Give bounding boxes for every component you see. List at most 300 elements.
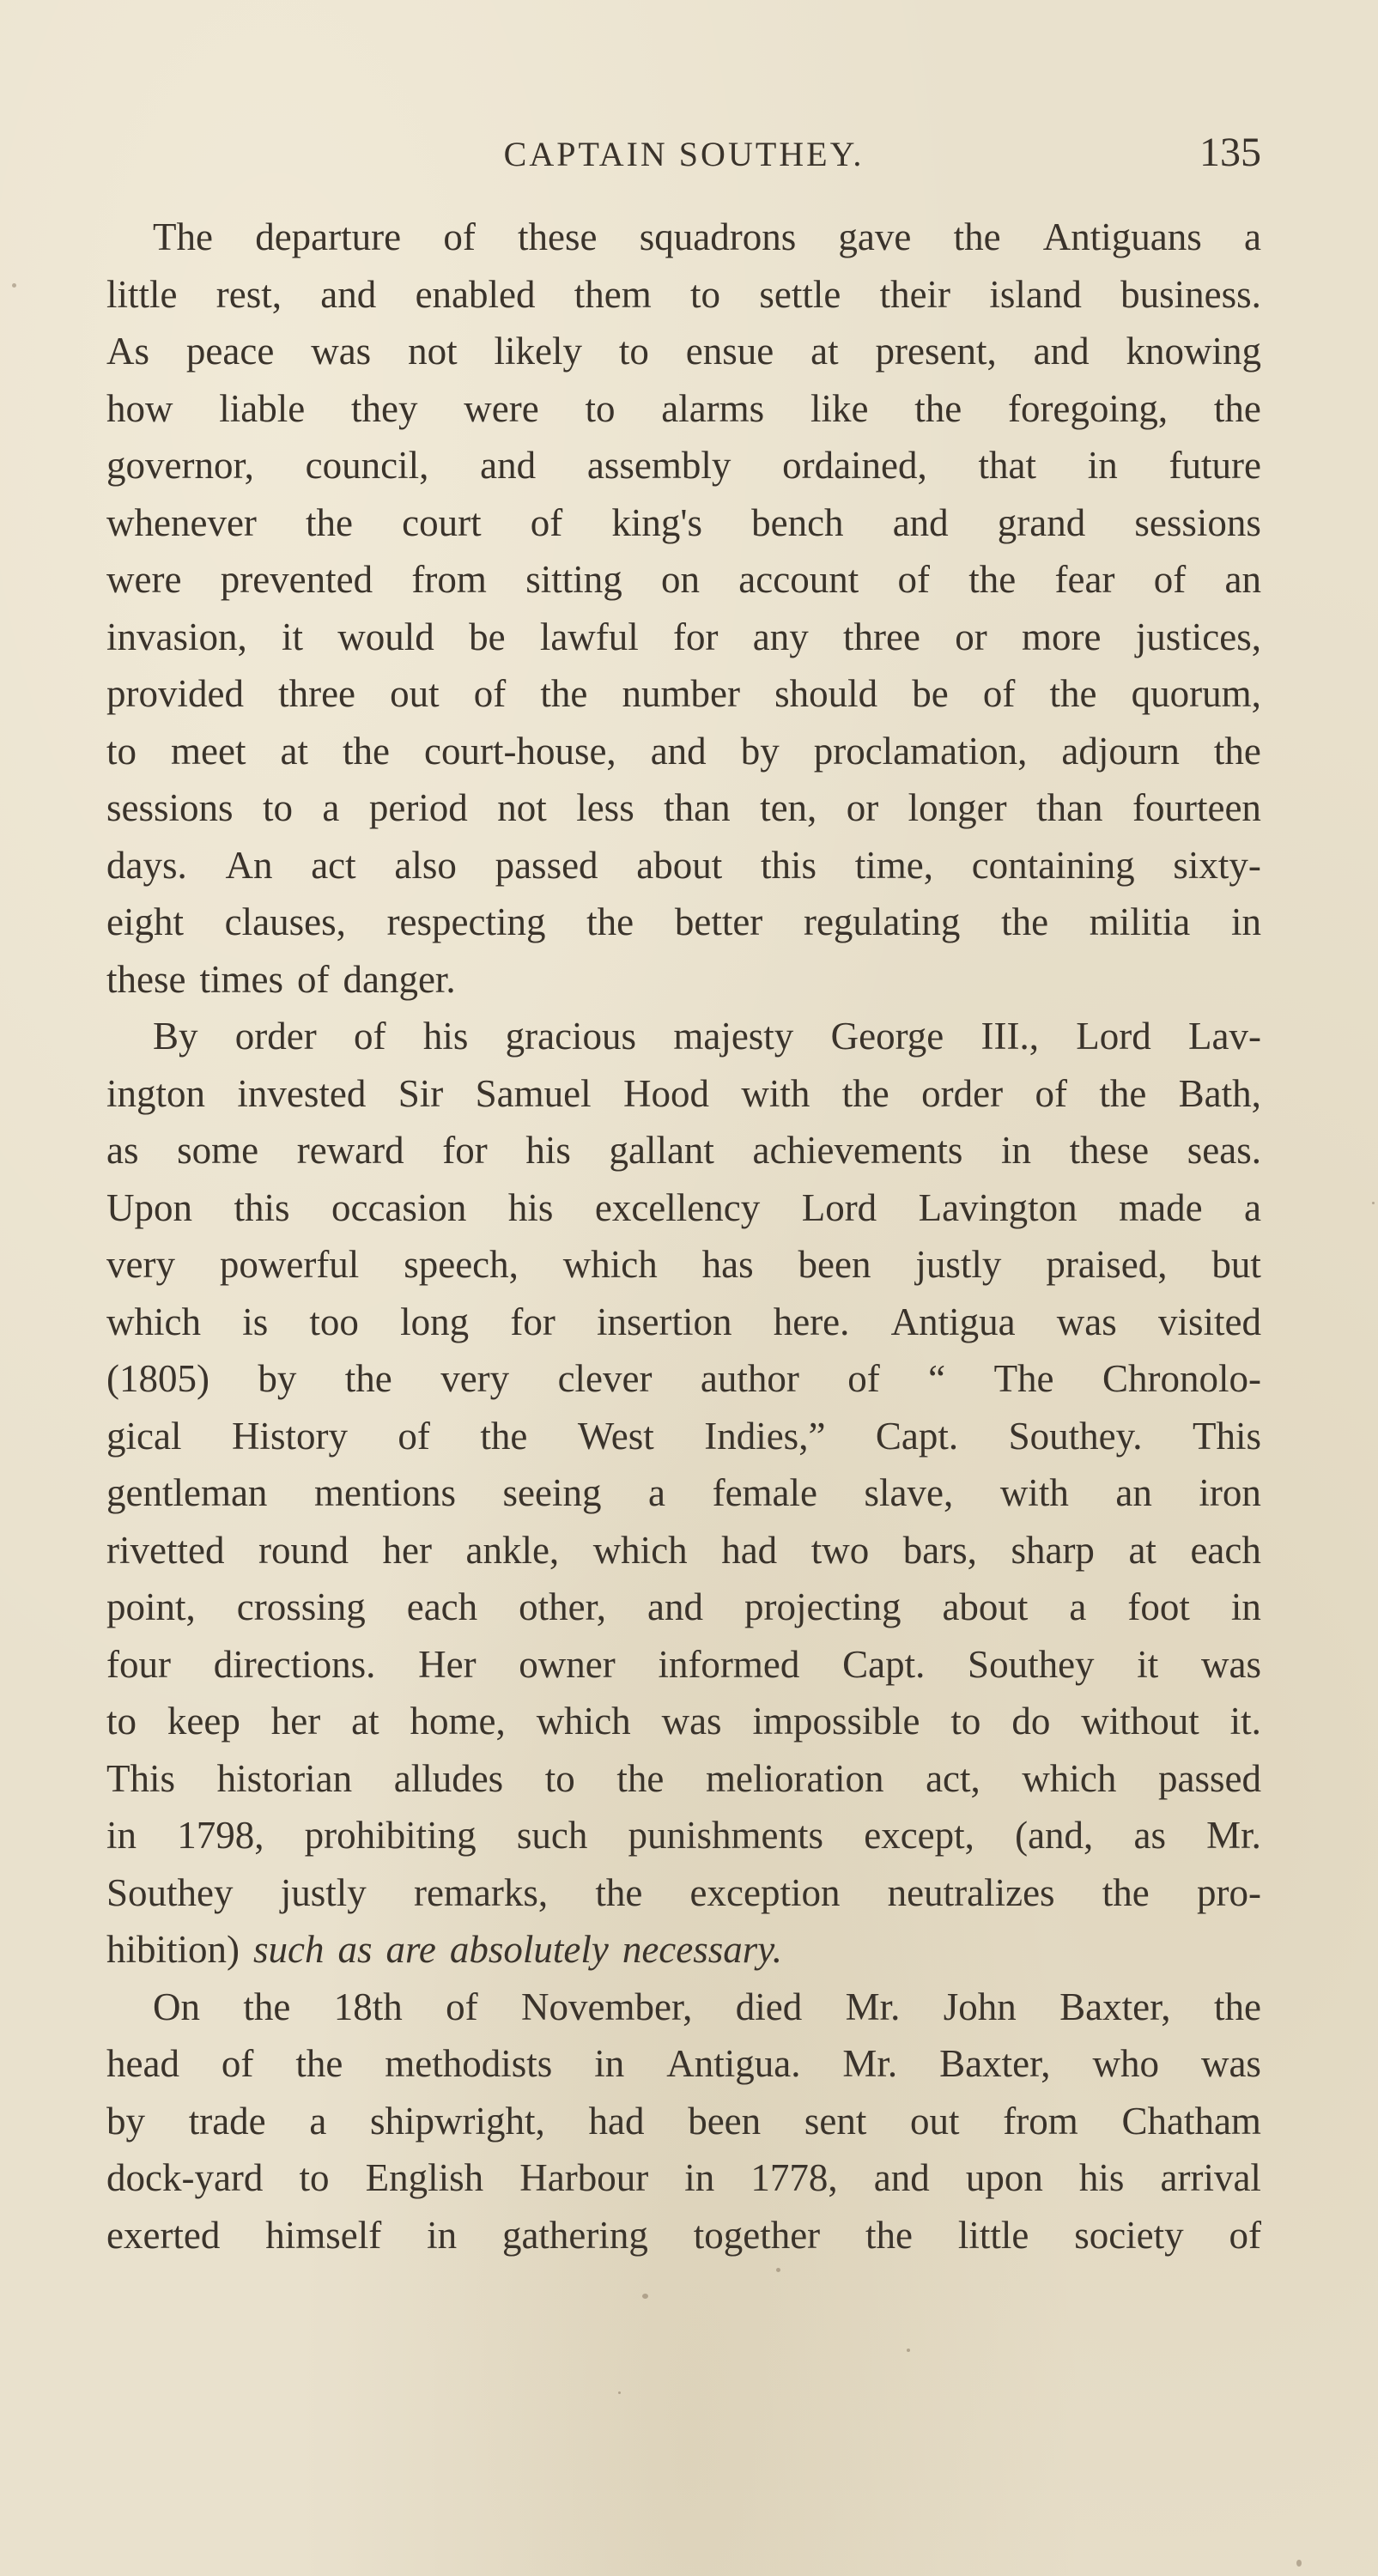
word: crossing bbox=[236, 1585, 366, 1628]
word: fourteen bbox=[1132, 786, 1261, 829]
word: a bbox=[648, 1471, 666, 1514]
word: the bbox=[295, 2042, 343, 2085]
word: than bbox=[1036, 786, 1103, 829]
text-line bbox=[106, 951, 1261, 1009]
word: the bbox=[1001, 900, 1049, 943]
text-line bbox=[106, 1750, 1261, 1808]
word: these bbox=[518, 215, 598, 258]
word: shipwright, bbox=[370, 2099, 545, 2143]
word: ensue bbox=[685, 330, 774, 373]
word: as bbox=[1133, 1814, 1166, 1857]
word: was bbox=[1200, 2042, 1261, 2085]
word: the bbox=[586, 900, 634, 943]
word: iron bbox=[1199, 1471, 1261, 1514]
word: this bbox=[234, 1185, 290, 1229]
word: the bbox=[841, 1071, 889, 1115]
word: alludes bbox=[393, 1756, 504, 1800]
word: such bbox=[516, 1814, 588, 1857]
word: was bbox=[311, 330, 372, 373]
paper-speck bbox=[618, 2391, 621, 2394]
word: Antigua bbox=[890, 1300, 1016, 1343]
word: occasion bbox=[331, 1185, 467, 1229]
word: the bbox=[1213, 1985, 1261, 2028]
word: which bbox=[1022, 1756, 1117, 1800]
text-line bbox=[106, 1864, 1261, 1922]
word: clever bbox=[557, 1357, 653, 1400]
word: powerful bbox=[219, 1243, 360, 1286]
word: a bbox=[1069, 1585, 1087, 1628]
word: together bbox=[693, 2213, 821, 2257]
word: neutralizes bbox=[887, 1870, 1055, 1914]
word: at bbox=[1128, 1528, 1156, 1572]
text-line bbox=[106, 837, 1261, 894]
word: three bbox=[843, 615, 920, 658]
word: eight bbox=[106, 900, 184, 943]
word: king's bbox=[611, 500, 702, 544]
word: and bbox=[650, 729, 707, 773]
word: the bbox=[595, 1870, 643, 1914]
text-line bbox=[106, 1807, 1261, 1864]
word: and bbox=[892, 500, 949, 544]
word: pro- bbox=[1196, 1870, 1261, 1914]
word: Indies,” bbox=[704, 1414, 826, 1458]
word: the bbox=[953, 215, 1001, 258]
word: her bbox=[270, 1700, 321, 1743]
text-line bbox=[106, 1464, 1261, 1522]
word: these bbox=[106, 957, 186, 1001]
word: in bbox=[427, 2213, 458, 2257]
word: of bbox=[1229, 2213, 1261, 2257]
word: his bbox=[525, 1129, 571, 1172]
word: justly bbox=[915, 1243, 1002, 1286]
word: ten, bbox=[760, 786, 817, 829]
word: passed bbox=[1157, 1756, 1261, 1800]
word: absolutely bbox=[449, 1928, 609, 1971]
word: than bbox=[664, 786, 731, 829]
word: the bbox=[243, 1985, 291, 2028]
word: times bbox=[199, 957, 283, 1001]
text-line bbox=[106, 551, 1261, 609]
word: squadrons bbox=[639, 215, 797, 258]
word: had bbox=[588, 2099, 645, 2143]
word: gracious bbox=[505, 1015, 637, 1058]
word: projecting bbox=[744, 1585, 901, 1628]
word: Lav- bbox=[1188, 1015, 1261, 1058]
word: Southey bbox=[968, 1642, 1095, 1686]
word: the bbox=[865, 2213, 913, 2257]
text-line bbox=[106, 1693, 1261, 1750]
text-line bbox=[106, 209, 1261, 266]
word: Capt. bbox=[842, 1642, 926, 1686]
word: Bath, bbox=[1178, 1071, 1261, 1115]
text-line bbox=[106, 665, 1261, 723]
word: Samuel bbox=[475, 1071, 592, 1115]
word: point, bbox=[106, 1585, 196, 1628]
word: be bbox=[912, 672, 949, 715]
word: to bbox=[618, 330, 649, 373]
word: West bbox=[577, 1414, 654, 1458]
word: foregoing, bbox=[1007, 386, 1169, 430]
word: George bbox=[830, 1015, 944, 1058]
word: dock-yard bbox=[106, 2156, 264, 2199]
word: Her bbox=[418, 1642, 477, 1686]
word: peace bbox=[185, 330, 275, 373]
word: but bbox=[1211, 1243, 1261, 1286]
word: the bbox=[1213, 729, 1261, 773]
word: are bbox=[385, 1928, 436, 1971]
word: like bbox=[810, 386, 869, 430]
word: of bbox=[446, 1985, 478, 2028]
word: order bbox=[921, 1071, 1004, 1115]
word: they bbox=[351, 386, 418, 430]
text-line bbox=[106, 1350, 1261, 1408]
word: or bbox=[846, 786, 879, 829]
word: days. bbox=[106, 843, 187, 887]
word: An bbox=[225, 843, 273, 887]
word: act bbox=[311, 843, 356, 887]
word: made bbox=[1119, 1185, 1203, 1229]
word: sessions bbox=[1134, 500, 1261, 544]
word: which bbox=[592, 1528, 688, 1572]
word: in bbox=[1230, 1585, 1261, 1628]
word: with bbox=[999, 1471, 1069, 1514]
word: not bbox=[497, 786, 547, 829]
word: in bbox=[684, 2156, 715, 2199]
paper-speck bbox=[12, 283, 16, 288]
word: bars, bbox=[902, 1528, 977, 1572]
word: sitting bbox=[525, 558, 622, 601]
word: more bbox=[1022, 615, 1102, 658]
text-line bbox=[106, 494, 1261, 552]
word: account bbox=[738, 558, 859, 601]
word: himself bbox=[265, 2213, 382, 2257]
word: Mr. bbox=[842, 2042, 898, 2085]
word: in bbox=[1001, 1129, 1032, 1172]
word: their bbox=[879, 272, 951, 316]
word: four bbox=[106, 1642, 171, 1686]
word: with bbox=[741, 1071, 810, 1115]
word: each bbox=[1190, 1528, 1261, 1572]
word: also bbox=[394, 843, 457, 887]
text-line bbox=[106, 380, 1261, 438]
word: lawful bbox=[539, 615, 639, 658]
word: John bbox=[943, 1985, 1017, 2028]
word: which bbox=[106, 1300, 201, 1343]
word: of bbox=[398, 1414, 430, 1458]
word: excellency bbox=[594, 1185, 761, 1229]
text-line bbox=[106, 1008, 1261, 1065]
word: little bbox=[106, 272, 178, 316]
word: was bbox=[1200, 1642, 1261, 1686]
word: proclamation, bbox=[813, 729, 1028, 773]
word: knowing bbox=[1126, 330, 1261, 373]
word: round bbox=[258, 1528, 349, 1572]
word: justly bbox=[280, 1870, 367, 1914]
word: of bbox=[221, 2042, 254, 2085]
word: as bbox=[337, 1928, 373, 1971]
text-line bbox=[106, 779, 1261, 837]
word: Southey bbox=[106, 1870, 234, 1914]
word: here. bbox=[773, 1300, 850, 1343]
word: gentleman bbox=[106, 1471, 268, 1514]
word: justices, bbox=[1135, 615, 1261, 658]
word: achievements bbox=[752, 1129, 963, 1172]
word: owner bbox=[519, 1642, 616, 1686]
word: period bbox=[368, 786, 468, 829]
word: was bbox=[661, 1700, 722, 1743]
word: remarks, bbox=[413, 1870, 549, 1914]
word: and bbox=[320, 272, 377, 316]
word: fear bbox=[1054, 558, 1115, 601]
word: at bbox=[280, 729, 308, 773]
word: other, bbox=[519, 1585, 607, 1628]
word: III., bbox=[980, 1015, 1039, 1058]
word: the bbox=[540, 672, 588, 715]
word: provided bbox=[106, 672, 244, 715]
word: an bbox=[1224, 558, 1261, 601]
word: in bbox=[1087, 444, 1118, 487]
word: been bbox=[798, 1243, 871, 1286]
word: not bbox=[408, 330, 458, 373]
word: very bbox=[440, 1357, 510, 1400]
word: to bbox=[544, 1756, 575, 1800]
word: Hood bbox=[622, 1071, 709, 1115]
word: for bbox=[673, 615, 719, 658]
word: to bbox=[299, 2156, 330, 2199]
word: governor, bbox=[106, 444, 254, 487]
word: majesty bbox=[673, 1015, 794, 1058]
word: from bbox=[411, 558, 487, 601]
word: time, bbox=[854, 843, 933, 887]
word: Sir bbox=[398, 1071, 444, 1115]
word: to bbox=[262, 786, 293, 829]
word: speech, bbox=[404, 1243, 519, 1286]
word: to bbox=[690, 272, 721, 316]
word: of bbox=[982, 672, 1016, 715]
word: some bbox=[177, 1129, 259, 1172]
text-line bbox=[106, 1636, 1261, 1694]
word: number bbox=[622, 672, 740, 715]
word: for bbox=[442, 1129, 488, 1172]
word: long bbox=[400, 1300, 470, 1343]
word: exerted bbox=[106, 2213, 221, 2257]
word: gallant bbox=[609, 1129, 714, 1172]
paper-speck bbox=[907, 2349, 910, 2352]
word: island bbox=[989, 272, 1082, 316]
word: present, bbox=[875, 330, 997, 373]
word: the bbox=[1049, 672, 1097, 715]
word: This bbox=[106, 1756, 176, 1800]
running-title: CAPTAIN SOUTHEY. bbox=[503, 135, 865, 173]
word: By bbox=[153, 1015, 198, 1058]
word: of bbox=[296, 957, 330, 1001]
text-line bbox=[106, 1294, 1261, 1351]
body-text bbox=[106, 209, 1261, 2264]
word: on bbox=[661, 558, 700, 601]
word: ordained, bbox=[782, 444, 927, 487]
text-line bbox=[106, 723, 1261, 780]
word: grand bbox=[997, 500, 1086, 544]
word: Baxter, bbox=[1059, 1985, 1171, 2028]
word: at bbox=[351, 1700, 379, 1743]
word: rest, bbox=[216, 272, 282, 316]
word: which bbox=[536, 1700, 631, 1743]
word: quorum, bbox=[1131, 672, 1261, 715]
word: adjourn bbox=[1061, 729, 1180, 773]
word: alarms bbox=[661, 386, 765, 430]
word: The bbox=[153, 215, 213, 258]
word: an bbox=[1115, 1471, 1152, 1514]
word: court bbox=[402, 500, 482, 544]
word: business. bbox=[1120, 272, 1261, 316]
word: As bbox=[106, 330, 150, 373]
page-number: 135 bbox=[1199, 130, 1261, 175]
word: the bbox=[343, 729, 390, 773]
word: three bbox=[278, 672, 356, 715]
word: by bbox=[106, 2099, 145, 2143]
word: gical bbox=[106, 1414, 182, 1458]
text-line bbox=[106, 609, 1261, 666]
word: Lord bbox=[801, 1185, 877, 1229]
word: court-house, bbox=[424, 729, 616, 773]
text-line bbox=[106, 1122, 1261, 1179]
text-line bbox=[106, 894, 1261, 951]
word: sessions bbox=[106, 786, 234, 829]
word: of bbox=[530, 500, 563, 544]
word: his bbox=[1078, 2156, 1125, 2199]
word: trade bbox=[188, 2099, 266, 2143]
word: invasion, bbox=[106, 615, 247, 658]
word: punishments bbox=[628, 1814, 824, 1857]
word: too bbox=[309, 1300, 359, 1343]
word: a bbox=[322, 786, 340, 829]
text-line bbox=[106, 2035, 1261, 2093]
text-line bbox=[106, 1921, 1261, 1979]
word: prohibiting bbox=[304, 1814, 477, 1857]
word: 1798, bbox=[177, 1814, 264, 1857]
word: without bbox=[1081, 1700, 1199, 1743]
word: how bbox=[106, 386, 173, 430]
word: her bbox=[382, 1528, 432, 1572]
word: whenever bbox=[106, 500, 257, 544]
paper-speck bbox=[1372, 1202, 1375, 1204]
word: died bbox=[735, 1985, 803, 2028]
word: such bbox=[253, 1928, 325, 1971]
word: respecting bbox=[386, 900, 546, 943]
word: and bbox=[1033, 330, 1090, 373]
word: Chronolo- bbox=[1102, 1357, 1261, 1400]
word: head bbox=[106, 2042, 179, 2085]
text-line bbox=[106, 1179, 1261, 1237]
word: Harbour bbox=[519, 2156, 649, 2199]
word: the bbox=[480, 1414, 528, 1458]
word: his bbox=[422, 1015, 469, 1058]
word: liable bbox=[219, 386, 306, 430]
word: to bbox=[950, 1700, 981, 1743]
word: which bbox=[562, 1243, 658, 1286]
word: of bbox=[847, 1357, 880, 1400]
word: gave bbox=[838, 215, 912, 258]
word: been bbox=[688, 2099, 762, 2143]
word: 18th bbox=[333, 1985, 403, 2028]
word: out bbox=[390, 672, 440, 715]
word: a bbox=[309, 2099, 327, 2143]
word: Baxter, bbox=[939, 2042, 1051, 2085]
word: seas. bbox=[1187, 1129, 1261, 1172]
word: and bbox=[873, 2156, 930, 2199]
word: two bbox=[810, 1528, 870, 1572]
word: the bbox=[914, 386, 962, 430]
word: (1805) bbox=[106, 1357, 209, 1400]
word: exception bbox=[689, 1870, 841, 1914]
word: very bbox=[106, 1243, 175, 1286]
word: hibition) bbox=[106, 1928, 240, 1971]
word: female bbox=[712, 1471, 817, 1514]
word: This bbox=[1192, 1414, 1261, 1458]
text-line bbox=[106, 266, 1261, 324]
word: about bbox=[636, 843, 723, 887]
word: of bbox=[473, 672, 507, 715]
word: of bbox=[1035, 1071, 1067, 1115]
word: for bbox=[510, 1300, 555, 1343]
word: of bbox=[897, 558, 930, 601]
word: as bbox=[106, 1129, 139, 1172]
word: is bbox=[242, 1300, 269, 1343]
word: this bbox=[760, 843, 817, 887]
word: reward bbox=[296, 1129, 404, 1172]
word: them bbox=[574, 272, 652, 316]
word: author bbox=[700, 1357, 799, 1400]
word: longer bbox=[908, 786, 1007, 829]
word: in bbox=[1230, 900, 1261, 943]
word: these bbox=[1069, 1129, 1150, 1172]
word: from bbox=[1003, 2099, 1078, 2143]
word: necessary. bbox=[622, 1928, 783, 1971]
word: out bbox=[910, 2099, 960, 2143]
word: at bbox=[810, 330, 839, 373]
word: (and, bbox=[1015, 1814, 1094, 1857]
word: The bbox=[993, 1357, 1054, 1400]
word: invested bbox=[237, 1071, 367, 1115]
word: was bbox=[1056, 1300, 1117, 1343]
word: society bbox=[1074, 2213, 1184, 2257]
word: clauses, bbox=[224, 900, 346, 943]
word: has bbox=[701, 1243, 754, 1286]
word: prevented bbox=[220, 558, 373, 601]
word: melioration bbox=[706, 1756, 884, 1800]
word: in bbox=[594, 2042, 625, 2085]
word: were bbox=[106, 558, 182, 601]
word: impossible bbox=[752, 1700, 920, 1743]
word: of bbox=[1153, 558, 1187, 601]
word: rivetted bbox=[106, 1528, 225, 1572]
word: do bbox=[1011, 1700, 1051, 1743]
word: the bbox=[306, 500, 354, 544]
word: the bbox=[616, 1756, 665, 1800]
word: seeing bbox=[502, 1471, 602, 1514]
running-head bbox=[106, 129, 1261, 180]
word: Southey. bbox=[1008, 1414, 1143, 1458]
word: Capt. bbox=[875, 1414, 959, 1458]
word: Antiguans bbox=[1042, 215, 1202, 258]
word: act, bbox=[926, 1756, 980, 1800]
word: each bbox=[406, 1585, 478, 1628]
word: a bbox=[1244, 215, 1261, 258]
word: settle bbox=[759, 272, 841, 316]
word: had bbox=[721, 1528, 778, 1572]
text-line bbox=[106, 1065, 1261, 1123]
text-line bbox=[106, 2149, 1261, 2207]
